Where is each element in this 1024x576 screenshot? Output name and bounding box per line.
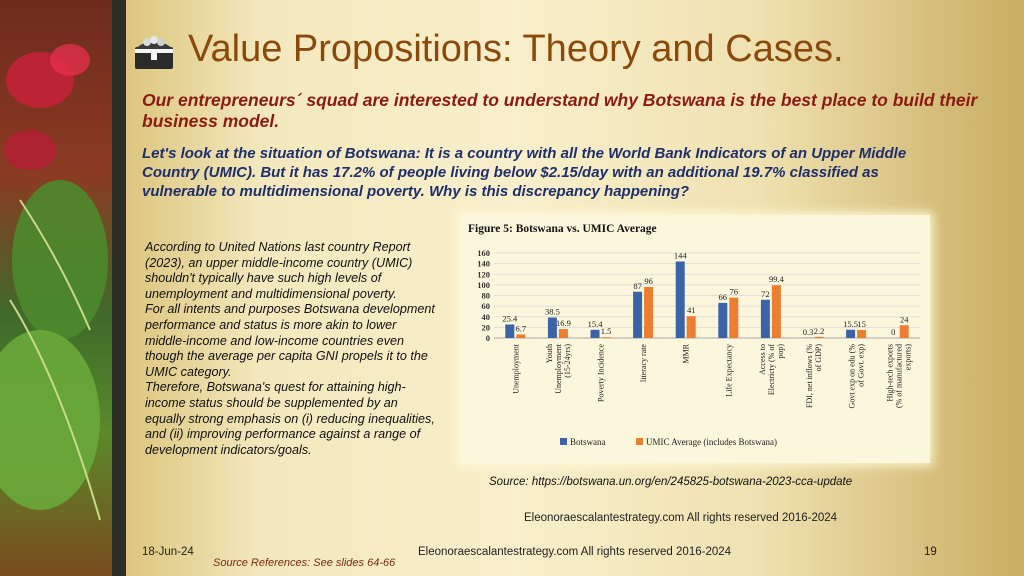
data-label: 6.7 (515, 323, 527, 334)
y-tick-label: 160 (477, 248, 490, 258)
source-references: Source References: See slides 64-66 (213, 557, 396, 569)
botswana-bar (761, 300, 770, 338)
umic-bar (516, 334, 525, 338)
x-tick-label: MMR (681, 344, 691, 364)
x-tick-label: High-tech exports (885, 344, 895, 402)
umic-bar (687, 316, 696, 338)
body-paragraph: Therefore, Botswana's quest for attaining high-income status should be supplemented by an equally strong emphasis on (i) reducing inequalities, and (ii) improving performance against a range of development indicators/goals. (145, 380, 435, 457)
body-paragraph: For all intents and purposes Botswana development performance and status is more akin to lower middle-income and low-income countries even though the average per capita GNI propels it to the UMIC category. (145, 302, 435, 379)
umic-bar (900, 325, 909, 338)
body-text-block (145, 240, 435, 458)
slide-subtitle: Our entrepreneurs´ squad are interested to understand why Botswana is the best place to build their business model. (142, 90, 978, 131)
legend-label: UMIC Average (includes Botswana) (646, 437, 778, 447)
x-tick-label: Electricty (% of (766, 344, 776, 396)
chart-card (460, 215, 930, 463)
data-label: 16.9 (555, 318, 571, 329)
y-tick-label: 20 (481, 322, 490, 333)
y-tick-label: 40 (481, 311, 490, 322)
data-label: 38.5 (544, 306, 560, 317)
botswana-bar (718, 303, 727, 338)
x-tick-label: pop) (775, 344, 785, 359)
data-label: 96 (644, 276, 653, 286)
y-tick-label: 0 (485, 333, 490, 343)
umic-bar (857, 330, 866, 338)
data-label: 0 (891, 327, 896, 337)
umic-bar (602, 337, 611, 338)
x-tick-label: FDI, net inflows (% (805, 344, 814, 408)
data-label: 87 (633, 280, 642, 291)
footer-date: 18-Jun-24 (142, 546, 194, 558)
legend-swatch-botswana (560, 438, 567, 445)
dark-divider-band (112, 0, 126, 576)
data-label: 1.5 (600, 326, 612, 337)
data-label: 66 (718, 291, 728, 302)
data-label: 15.4 (587, 318, 603, 329)
umic-bar (815, 337, 824, 338)
x-tick-label: Life Expectancy (724, 344, 734, 397)
data-label: 15 (857, 319, 866, 330)
flower-illustration (0, 0, 112, 576)
x-tick-label: exports) (903, 344, 913, 371)
botswana-bar (633, 292, 642, 338)
umic-bar (729, 298, 738, 338)
y-tick-label: 120 (477, 269, 490, 280)
treasure-chest-icon (132, 33, 176, 71)
data-label: 0.3 (802, 326, 814, 337)
x-tick-label: literacy rate (639, 344, 649, 382)
watermark-copyright: Eleonoraescalantestrategy.com All rights reserved 2016-2024 (524, 512, 838, 524)
body-paragraph: According to United Nations last country Report (2023), an upper middle-income country (UMIC) shouldn't typically have such high levels of unemployment and multidimensional poverty. (145, 240, 413, 301)
data-label: 15.5 (843, 318, 859, 329)
data-label: 72 (761, 288, 770, 299)
botswana-bar (676, 262, 685, 339)
data-label: 144 (673, 250, 687, 261)
botswana-bar (591, 330, 600, 338)
x-tick-label: Youth (544, 344, 554, 364)
data-label: 25.4 (502, 313, 518, 324)
source-citation: Source: https://botswana.un.org/en/245825-botswana-2023-cca-update (489, 476, 853, 488)
x-tick-label: Unemployment (553, 344, 563, 394)
x-tick-label: (15-24yrs) (562, 344, 572, 378)
data-label: 2.2 (813, 325, 825, 336)
data-label: 99.4 (768, 274, 784, 285)
umic-bar (772, 285, 781, 338)
y-tick-label: 140 (477, 258, 490, 269)
bar-chart (460, 215, 930, 463)
x-tick-label: Govt exp on edu (% (847, 344, 857, 409)
data-label: 76 (729, 286, 739, 297)
botswana-bar (846, 330, 855, 338)
x-tick-label: of Govt. exp) (856, 344, 866, 387)
x-tick-label: Unemployment (511, 344, 521, 394)
botswana-bar (505, 325, 514, 338)
slide-title: Value Propositions: Theory and Cases. (188, 28, 844, 70)
decorative-flower-artwork (0, 0, 112, 576)
x-tick-label: of GDP) (814, 344, 823, 372)
footer-copyright: Eleonoraescalantestrategy.com All rights reserved 2016-2024 (418, 546, 732, 558)
slide-number: 19 (924, 546, 937, 558)
chart-title: Figure 5: Botswana vs. UMIC Average (468, 223, 657, 235)
x-tick-label: (% of manufactured (894, 344, 904, 408)
x-tick-label: Access to (757, 344, 767, 375)
intro-text: Let's look at the situation of Botswana: It is a country with all the World Bank Indicators of an Upper Middle Country (UMIC). But it has 17.2% of people living below $2.15/day with an additional 19.7% classified as vulnerable to multidimensional poverty. Why is this discrepancy happening? (142, 145, 907, 200)
umic-bar (559, 329, 568, 338)
y-tick-label: 100 (477, 279, 490, 290)
y-tick-label: 80 (481, 290, 490, 301)
data-label: 24 (899, 314, 909, 325)
umic-bar (644, 287, 653, 338)
legend-label: Botswana (570, 437, 606, 447)
data-label: 41 (686, 305, 696, 316)
x-tick-label: Poverty Incidence (596, 344, 606, 402)
legend-swatch-umic (636, 438, 643, 445)
y-tick-label: 60 (481, 301, 490, 312)
